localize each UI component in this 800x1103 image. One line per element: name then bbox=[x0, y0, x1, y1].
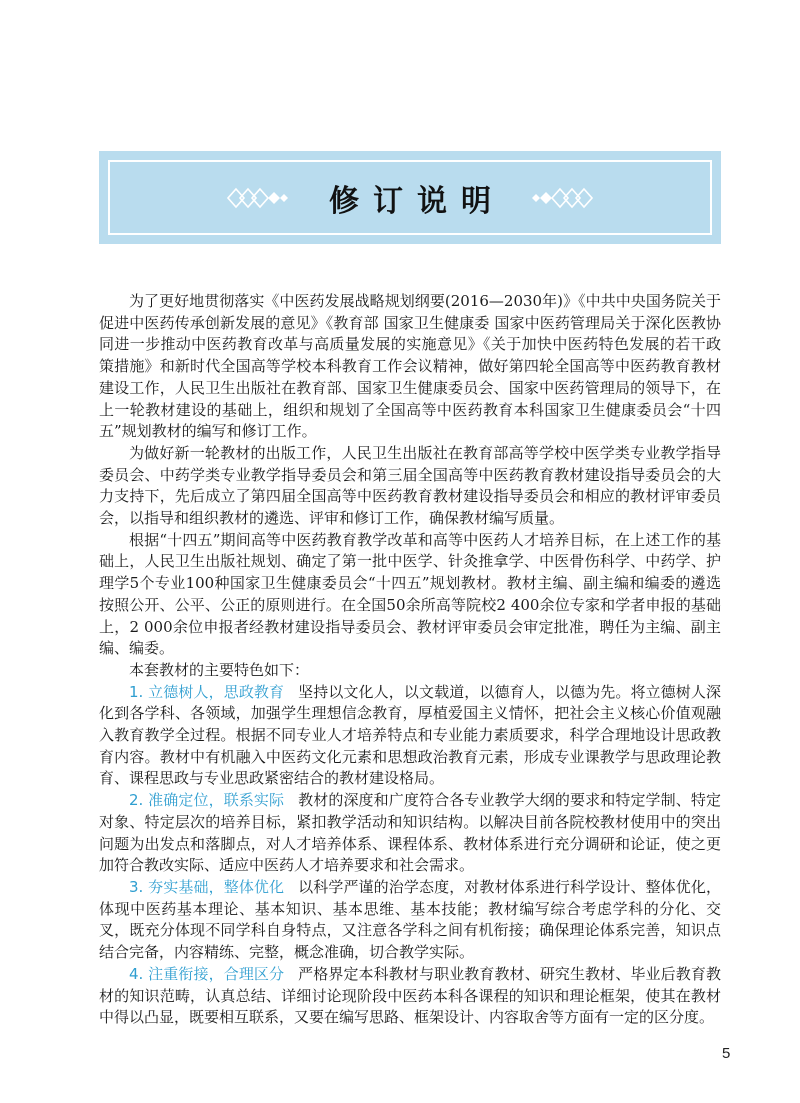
paragraph-organization: 为做好新一轮教材的出版工作，人民卫生出版社在教育部高等学校中医学类专业教学指导委员会、中药学类专业教学指导委员会和第三届全国高等中医药教育教材建设指导委员会的大力支持下，先后成立了第四届全国高等中医药教育教材建设指导委员会和相应的教材评审委员会，以指导和组织教材的遴选、评审和修订工作，确保教材编写质量。 bbox=[99, 443, 721, 528]
feature-item bbox=[99, 790, 721, 877]
feature-text: 坚持以文化人，以文载道，以德育人，以德为先。将立德树人深化到各学科、各领域，加强学生理想信念教育，厚植爱国主义情怀，把社会主义核心价值观融入教育教学全过程。根据不同专业人才培养特点和专业能力素质要求，科学合理地设计思政教育内容。教材中有机融入中医药文化元素和思想政治教育元素，形成专业课教学与思政理论教育、课程思政与专业思政紧密结合的教材建设格局。 bbox=[99, 682, 721, 788]
feature-text: 严格界定本科教材与职业教育教材、研究生教材、毕业后教育教材的知识范畴，认真总结、详细讨论现阶段中医药本科各课程的知识和理论框架，使其在教材中得以凸显，既要相互联系，又要在编写思路、框架设计、内容取舍等方面有一定的区分度。 bbox=[99, 964, 721, 1027]
right-diamond-ornament-icon bbox=[531, 187, 593, 209]
title-frame bbox=[108, 160, 712, 235]
feature-text: 以科学严谨的治学态度，对教材体系进行科学设计、整体优化，体现中医药基本理论、基本知识、基本思维、基本技能；教材编写综合考虑学科的分化、交叉，既充分体现不同学科自身特点，又注意各学科之间有机衔接；确保理论体系完善，知识点结合完备，内容精练、完整，概念准确，切合教学实际。 bbox=[99, 877, 721, 962]
left-diamond-ornament-icon bbox=[227, 187, 289, 209]
feature-text: 教材的深度和广度符合各专业教学大纲的要求和特定学制、特定对象、特定层次的培养目标，紧扣教学活动和知识结构。以解决目前各院校教材使用中的突出问题为出发点和落脚点，对人才培养体系、课程体系、教材体系进行充分调研和论证，使之更加符合教改实际、适应中医药人才培养要求和社会需求。 bbox=[99, 791, 721, 875]
feature-heading: 1. 立德树人，思政教育 bbox=[129, 682, 285, 701]
page-number: 5 bbox=[722, 1045, 731, 1062]
feature-heading: 3. 夯实基础，整体优化 bbox=[129, 877, 285, 896]
page-title: 修订说明 bbox=[329, 183, 505, 219]
feature-item bbox=[99, 682, 721, 791]
paragraph-features-intro: 本套教材的主要特色如下： bbox=[129, 660, 310, 679]
paragraph-planning: 根据“十四五”期间高等中医药教育教学改革和高等中医药人才培养目标，在上述工作的基础上，人民卫生出版社规划、确定了第一批中医学、针灸推拿学、中医骨伤科学、中药学、护理学5个专业100种国家卫生健康委员会“十四五”规划教材。教材主编、副主编和编委的遴选按照公开、公平、公正的原则进行。在全国50余所高等院校2 400余位专家和学者申报的基础上，2 000余位申报者经教材建设指导委员会、教材评审委员会审定批准，聘任为主编、副主编、编委。 bbox=[99, 530, 721, 658]
feature-heading: 2. 准确定位，联系实际 bbox=[129, 791, 285, 810]
feature-item bbox=[99, 964, 721, 1029]
body-text bbox=[99, 291, 721, 1029]
feature-item bbox=[99, 877, 721, 964]
paragraph-intro: 为了更好地贯彻落实《中医药发展战略规划纲要(2016—2030年)》《中共中央国务院关于促进中医药传承创新发展的意见》《教育部 国家卫生健康委 国家中医药管理局关于深化医教协同进一步推动中医药教育改革与高质量发展的实施意见》《关于加快中医药特色发展的若干政策措施》和新时代全国高等学校本科教育工作会议精神，做好第四轮全国高等中医药教育教材建设工作，人民卫生出版社在教育部、国家卫生健康委员会、国家中医药管理局的领导下，在上一轮教材建设的基础上，组织和规划了全国高等中医药教育本科国家卫生健康委员会“十四五”规划教材的编写和修订工作。 bbox=[99, 292, 721, 441]
title-banner bbox=[99, 151, 721, 244]
feature-heading: 4. 注重衔接，合理区分 bbox=[129, 964, 285, 983]
